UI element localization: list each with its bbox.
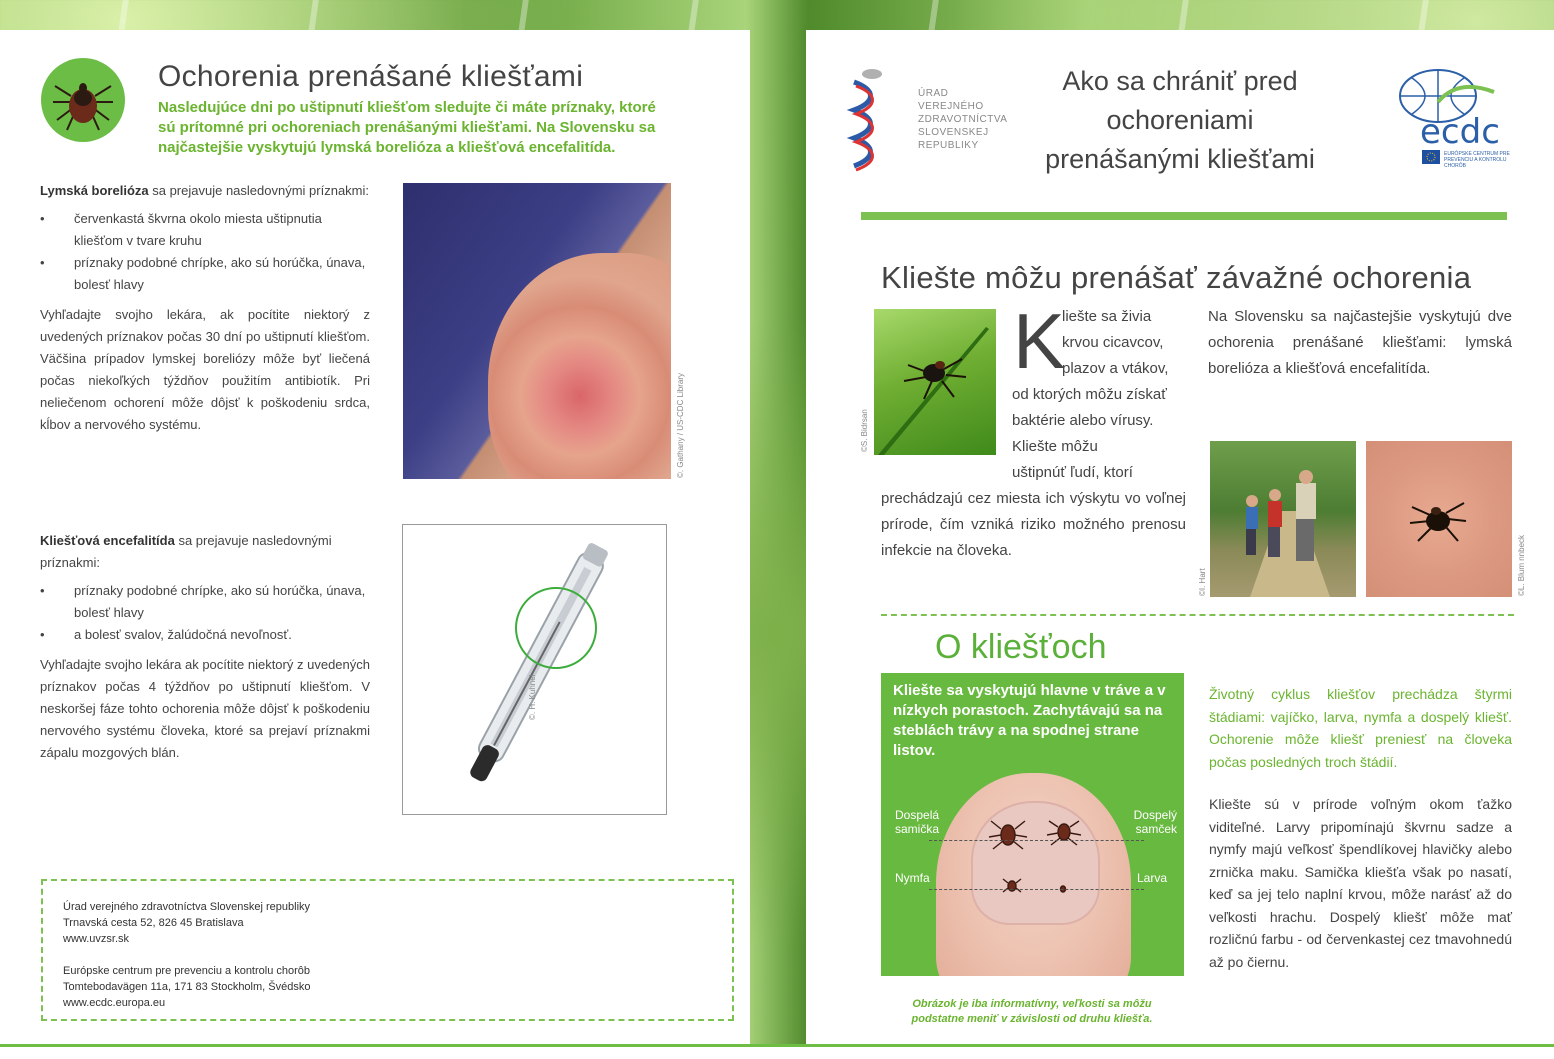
uvz-text-line: ZDRAVOTNÍCTVA (918, 114, 1008, 125)
label-larva: Larva (1137, 871, 1168, 885)
label-nymph: Nymfa (895, 871, 930, 885)
tbe-section (40, 530, 370, 764)
left-page-intro: Nasledujúce dni po uštipnutí kliešťom sledujte či máte príznaky, ktoré sú prítomné pri ochoreniach prenášanými kliešťami. Na Slovensku sa najčastejšie vyskytujú lymská borelióza a kliešťová encefalitída. (158, 99, 656, 156)
contact-box (41, 879, 734, 1021)
org2-name: Európske centrum pre prevenciu a kontrolu chorôb (63, 965, 311, 977)
org1-web-link[interactable]: www.uvzsr.sk (63, 933, 130, 945)
intro-line: krvou cicavcov, (1062, 334, 1164, 351)
tbe-heading-rest: sa prejavuje nasledovnými príznakmi: (40, 533, 332, 570)
label-adult-male: Dospelý samček (1133, 808, 1177, 836)
lyme-lead (40, 180, 370, 202)
illustration-caption: Obrázok je iba informatívny, veľkosti sa môžu podstatne meniť v závislosti od druhu kliešťa. (911, 998, 1153, 1025)
label-adult-female: Dospelá samička (895, 808, 940, 836)
tick-size-illustration (881, 673, 1184, 976)
intro-line: baktérie alebo vírusy. (1012, 412, 1154, 429)
divider (861, 212, 1507, 220)
lifecycle-text: Životný cyklus kliešťov prechádza štyrmi štádiami: vajíčko, larva, nymfa a dospelý kliešť. Ochorenie môže kliešť preniesť na človeka počas posledných troch štádií. (1209, 686, 1512, 770)
uvz-text-line: SLOVENSKEJ (918, 127, 989, 138)
intro-line: od ktorých môžu získať (1012, 386, 1167, 403)
uvz-text-line: ÚRAD (918, 88, 949, 99)
list-item: • príznaky podobné chrípke, ako sú horúčka, únava, bolesť hlavy (40, 580, 370, 624)
photo-tick-on-skin (1366, 441, 1512, 597)
uvz-text-line: VEREJNÉHO (918, 101, 984, 112)
tbe-paragraph: Vyhľadajte svojho lekára ak pocítite niektorý z uvedených príznakov počas 4 týždňov po uštipnutí kliešťom. V neskoršej fáze tohto ochorenia môže dôjsť k poškodeniu nervového systému človeka, ktoré sa prejaví príznakmi zápalu mozgových blán. (40, 657, 370, 760)
intro-line: liešte sa živia (1062, 308, 1152, 325)
left-page-title: Ochorenia prenášané kliešťami (158, 60, 584, 93)
ecdc-wordmark: ecdc (1420, 112, 1500, 152)
list-item: • a bolesť svalov, žalúdočná nevoľnosť. (40, 624, 370, 646)
bottom-strip (0, 1044, 1554, 1059)
org1-name: Úrad verejného zdravotníctva Slovenskej republiky (63, 901, 311, 913)
lyme-section (40, 180, 370, 436)
title-line: Ako sa chrániť pred (1062, 66, 1298, 96)
size-guide-line (929, 889, 1144, 890)
photo-tick-on-grass (874, 309, 996, 455)
ecdc-logo (1398, 68, 1518, 178)
tbe-heading: Kliešťová encefalitída (40, 533, 175, 548)
section-heading: Kliešte môžu prenášať závažné ochorenia (881, 260, 1472, 295)
tbe-lead (40, 530, 370, 574)
tick-icon (41, 58, 125, 142)
ecdc-subtext: EURÓPSKE CENTRUM PRE PREVENCIU A KONTROLU CHORÔB (1444, 151, 1510, 169)
intro-line: plazov a vtákov, (1062, 360, 1169, 377)
title-line: prenášanými kliešťami (1045, 144, 1315, 174)
uvz-text-line: REPUBLIKY (918, 140, 979, 151)
photo-thermometer (402, 524, 667, 815)
intro-tail: prechádzajú cez miesta ich výskytu vo voľnej prírode, čím vzniká riziko možného prenosu infekcie na človeka. (881, 490, 1186, 559)
about-ticks-heading: O kliešťoch (935, 628, 1107, 666)
photo-credit: ©S. Bidrsan (860, 409, 869, 452)
lyme-symptom-list (40, 208, 370, 296)
lyme-heading: Lymská borelióza (40, 183, 149, 198)
photo-family-walk (1210, 441, 1356, 597)
photo-credit-arm: ©. Gathany / US-CDC Library (676, 372, 685, 478)
tbe-symptom-list (40, 580, 370, 646)
dropcap: K (1013, 297, 1066, 385)
uvz-logo-icon (846, 68, 886, 178)
title-line: ochoreniami (1106, 105, 1254, 135)
size-guide-line (929, 840, 1144, 841)
list-item: • červenkastá škvrna okolo miesta uštipnutia kliešťom v tvare kruhu (40, 208, 370, 252)
intro-right: Na Slovensku sa najčastejšie vyskytujú dve ochorenia prenášané kliešťami: lymská borelióza a kliešťová encefalitída. (1208, 308, 1512, 377)
intro-line: Kliešte môžu (1012, 438, 1098, 455)
intro-line: uštipnúť ľudí, ktorí (1012, 464, 1133, 481)
lyme-heading-rest: sa prejavuje nasledovnými príznakmi: (148, 183, 370, 198)
lyme-paragraph: Vyhľadajte svojho lekára, ak pocítite niektorý z uvedených príznakov počas 30 dní po uštipnutí kliešťom. Väčšina prípadov lymskej boreliózy môže byť liečená počas niekoľkých týždňov použitím antibiotík. Pri neliečenom ochorení môže dôjsť k poškodeniu srdca, kĺbov a nervového systému. (40, 307, 370, 432)
intro-column-top-b (1012, 382, 1186, 486)
photo-credit: ©I. Hart (1198, 568, 1207, 596)
photo-erythema-arm (403, 183, 671, 479)
intro-column-top-a (1062, 304, 1186, 382)
dashed-divider (881, 614, 1514, 616)
habitat-text: Kliešte sa vyskytujú hlavne v tráve a v nízkych porastoch. Zachytávajú sa na steblách trávy a na spodnej strane listov. (893, 682, 1166, 759)
org2-web-link[interactable]: www.ecdc.europa.eu (63, 997, 166, 1009)
arm-skin (488, 253, 671, 479)
visibility-text: Kliešte sú v prírode voľným okom ťažko viditeľné. Larvy pripomínajú škvrnu sadze a nymfy majú veľkosť špendlíkovej hlavičky alebo zrnička maku. Samička kliešťa však po nasatí, keď sa jej telo naplní krvou, môže narásť až do veľkosti hrachu. Dospelý kliešť môže mať rozličnú farbu - od červenkastej cez tmavohnedú až po čiernu. (1209, 796, 1512, 970)
list-item: • príznaky podobné chrípke, ako sú horúčka, únava, bolesť hlavy (40, 252, 370, 296)
photo-credit: ©L. Blum nnbeck (1517, 534, 1526, 596)
uvz-logo-text (918, 87, 1028, 152)
org1-address: Trnavská cesta 52, 826 45 Bratislava (63, 917, 244, 929)
org2-address: Tomtebodavägen 11a, 171 83 Stockholm, Švédsko (63, 981, 311, 993)
photo-credit-thermo: ©. H. Kuhnel (528, 674, 537, 720)
thermometer-icon (403, 525, 666, 814)
right-page-title (1030, 62, 1330, 179)
